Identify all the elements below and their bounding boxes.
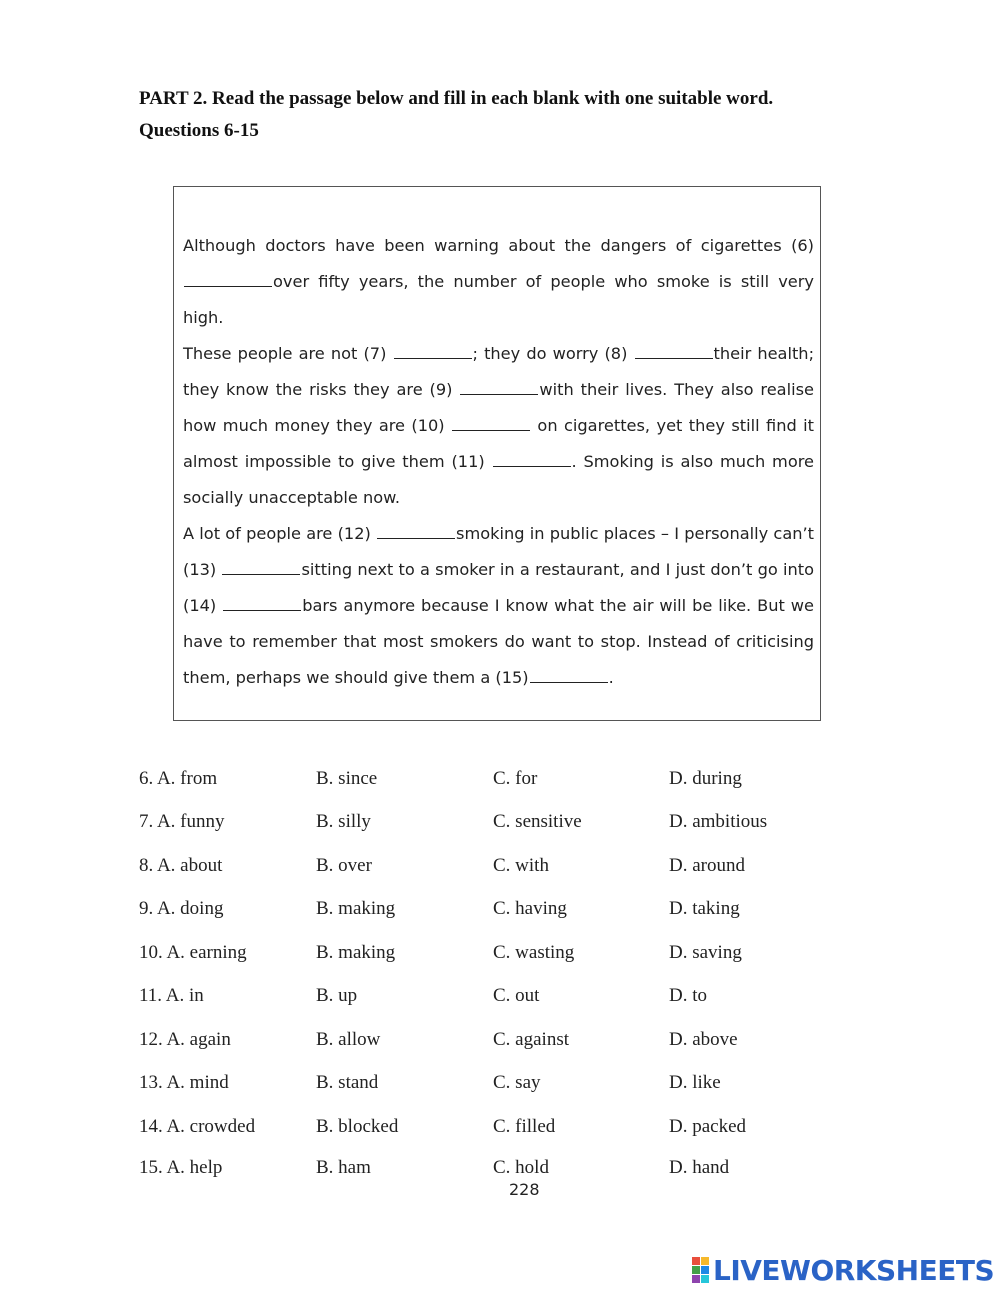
option-b[interactable]: B. blocked [316, 1116, 399, 1137]
option-d[interactable]: D. taking [669, 898, 740, 919]
blank-6[interactable] [184, 272, 272, 287]
option-a[interactable]: 13. A. mind [139, 1072, 229, 1093]
question-row [139, 985, 839, 1011]
passage-text-segment: bars anymore because I know what the air will be like. But we have to remember that most smokers do want to stop. Instead of criticising them, perhaps we should give them a (15) [183, 596, 815, 687]
question-row [139, 942, 839, 968]
page-number: 228 [509, 1180, 540, 1199]
option-c[interactable]: C. against [493, 1029, 569, 1050]
page-title: PART 2. Read the passage below and fill in each blank with one suitable word. [139, 88, 774, 109]
option-d[interactable]: D. like [669, 1072, 721, 1093]
passage-text-segment: their health; they know the risks they are (9) [183, 344, 815, 399]
passage-text-segment: These people are not (7) [183, 344, 393, 363]
blank-8[interactable] [635, 344, 713, 359]
option-c[interactable]: C. filled [493, 1116, 556, 1137]
passage-text-segment: with their lives. They also realise how much money they are (10) [183, 380, 814, 435]
option-c[interactable]: C. say [493, 1072, 541, 1093]
option-c[interactable]: C. with [493, 855, 549, 876]
blank-15[interactable] [530, 668, 608, 683]
blank-13[interactable] [222, 560, 300, 575]
passage-paragraph-3 [183, 516, 814, 696]
question-row [139, 811, 839, 837]
question-row [139, 768, 839, 794]
option-a[interactable]: 6. A. from [139, 768, 218, 789]
blank-14[interactable] [223, 596, 301, 611]
option-a[interactable]: 10. A. earning [139, 942, 247, 963]
option-c[interactable]: C. having [493, 898, 567, 919]
passage-text-segment: over fifty years, the number of people who smoke is still very high. [183, 272, 814, 327]
question-row [139, 1116, 839, 1142]
blank-9[interactable] [460, 380, 538, 395]
option-d[interactable]: D. during [669, 768, 742, 789]
option-d[interactable]: D. hand [669, 1157, 730, 1178]
option-b[interactable]: B. silly [316, 811, 371, 832]
passage-box [173, 186, 821, 721]
passage-text-segment: Although doctors have been warning about the dangers of cigarettes (6) [183, 236, 814, 255]
blank-12[interactable] [377, 524, 455, 539]
option-d[interactable]: D. around [669, 855, 745, 876]
passage-text-segment: A lot of people are (12) [183, 524, 377, 543]
passage-text-segment: on cigarettes, yet they still find it almost impossible to give them (11) [183, 416, 814, 471]
option-b[interactable]: B. stand [316, 1072, 379, 1093]
passage-text-segment: sitting next to a smoker in a restaurant, and I just don’t go into (14) [183, 560, 815, 615]
option-c[interactable]: C. hold [493, 1157, 549, 1178]
passage-text-segment: ; they do worry (8) [472, 344, 634, 363]
blank-11[interactable] [493, 452, 571, 467]
brand-logo [692, 1254, 994, 1286]
questions-range: Questions 6-15 [139, 120, 259, 141]
question-row [139, 1157, 839, 1183]
option-b[interactable]: B. allow [316, 1029, 381, 1050]
option-d[interactable]: D. above [669, 1029, 738, 1050]
option-a[interactable]: 11. A. in [139, 985, 204, 1006]
passage-paragraph-1 [183, 228, 814, 336]
option-b[interactable]: B. ham [316, 1157, 371, 1178]
option-b[interactable]: B. over [316, 855, 372, 876]
question-row [139, 1072, 839, 1098]
option-a[interactable]: 14. A. crowded [139, 1116, 256, 1137]
option-a[interactable]: 12. A. again [139, 1029, 231, 1050]
question-row [139, 1029, 839, 1055]
option-c[interactable]: C. for [493, 768, 538, 789]
passage-paragraph-2 [183, 336, 814, 516]
passage-text [183, 228, 814, 696]
option-c[interactable]: C. wasting [493, 942, 575, 963]
question-row [139, 855, 839, 881]
passage-text-segment: smoking in public places – I personally can’t (13) [183, 524, 814, 579]
question-row [139, 898, 839, 924]
option-c[interactable]: C. out [493, 985, 540, 1006]
option-c[interactable]: C. sensitive [493, 811, 582, 832]
liveworksheets-logo-icon [692, 1257, 710, 1283]
passage-text-segment: . [608, 668, 614, 687]
option-d[interactable]: D. packed [669, 1116, 747, 1137]
option-a[interactable]: 15. A. help [139, 1157, 223, 1178]
option-d[interactable]: D. to [669, 985, 707, 1006]
option-d[interactable]: D. ambitious [669, 811, 768, 832]
option-a[interactable]: 9. A. doing [139, 898, 224, 919]
option-b[interactable]: B. making [316, 942, 396, 963]
option-a[interactable]: 7. A. funny [139, 811, 225, 832]
option-d[interactable]: D. saving [669, 942, 742, 963]
option-b[interactable]: B. up [316, 985, 358, 1006]
option-a[interactable]: 8. A. about [139, 855, 223, 876]
blank-10[interactable] [452, 416, 530, 431]
option-b[interactable]: B. since [316, 768, 378, 789]
brand-name: LIVEWORKSHEETS [713, 1253, 995, 1287]
passage-text-segment: . Smoking is also much more socially unacceptable now. [183, 452, 814, 507]
option-b[interactable]: B. making [316, 898, 396, 919]
blank-7[interactable] [394, 344, 472, 359]
